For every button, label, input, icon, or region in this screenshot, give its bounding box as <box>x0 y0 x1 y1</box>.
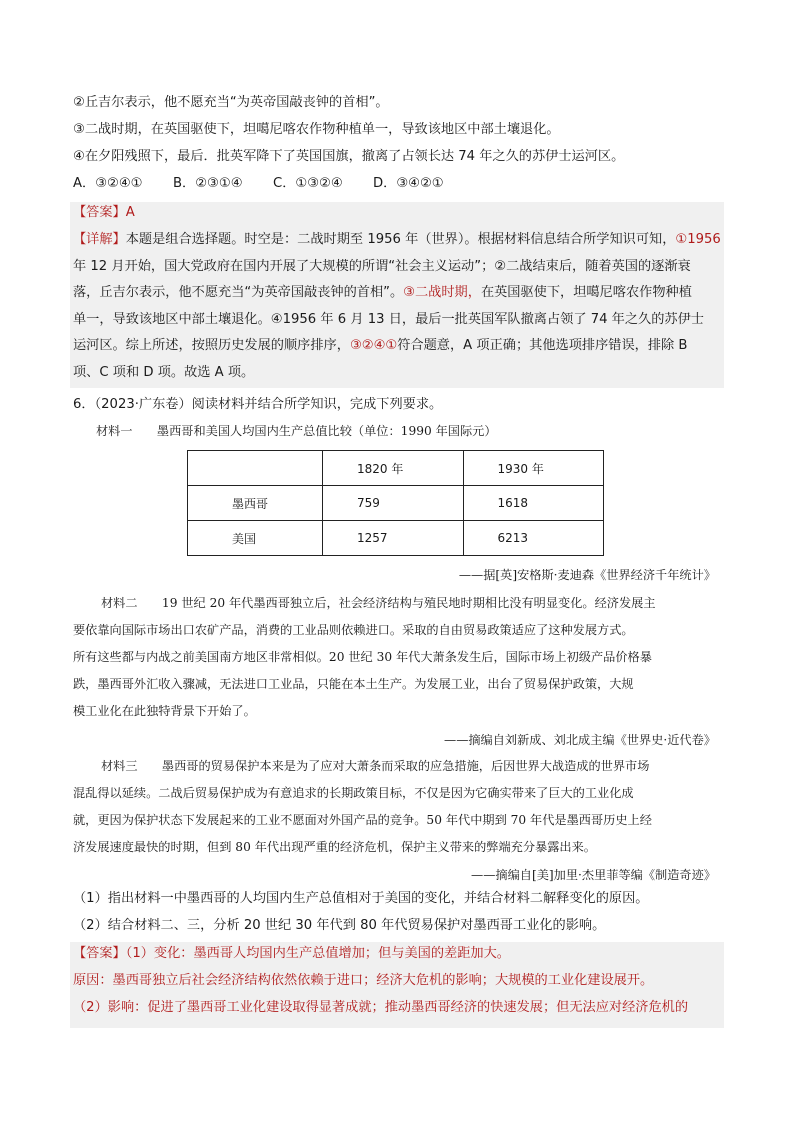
q6-question-2: （2）结合材料二、三，分析 20 世纪 30 年代到 80 年代贸易保护对墨西哥工业化的影响。 <box>73 918 606 933</box>
q5-item-3: ③二战时期，在英国驱使下，坦噶尼喀农作物种植单一，导致该地区中部土壤退化。 <box>73 122 560 137</box>
material-3-line: 济发展速度最快的时期，但到 80 年代出现严重的经济危机，保护主义带来的弊端充分暴露出来。 <box>73 840 596 854</box>
q5-detail-line <box>73 338 687 354</box>
q5-options <box>73 176 473 192</box>
table-header-1820: 1820 年 <box>323 451 464 486</box>
detail-text: 本题是组合选择题。时空是：二战时期至 1956 年（世界）。根据材料信息结合所学知识可知， <box>125 232 676 247</box>
table-row-name: 美国 <box>188 521 323 556</box>
detail-text: 落，丘吉尔表示，他不愿充当“为英帝国敲丧钟的首相”。 <box>73 285 404 300</box>
q6-answer-line-3: （2）影响：促进了墨西哥工业化建设取得显著成就；推动墨西哥经济的快速发展；但无法应对经济危机的 <box>73 1000 689 1015</box>
detail-text: 项、C 项和 D 项。故选 A 项。 <box>73 364 255 380</box>
table-cell: 1257 <box>323 521 464 556</box>
q5-detail-line <box>73 259 691 275</box>
q5-answer <box>73 205 135 221</box>
material-3-line: 材料三 墨西哥的贸易保护本来是为了应对大萧条而采取的应急措施，后因世界大战造成的世界市场 <box>101 759 650 773</box>
material-3-source: ——摘编自[美]加里·杰里菲等编《制造奇迹》 <box>471 868 716 882</box>
material-3-line: 混乱得以延续。二战后贸易保护成为有意追求的长期政策目标，不仅是因为它确实带来了巨大的工业化成 <box>73 786 634 800</box>
table-header-row <box>188 451 604 486</box>
detail-text: 在英国驱使下，坦噶尼喀农作物种植 <box>480 285 692 300</box>
material-2-line: 模工业化在此独特背景下开始了。 <box>73 704 256 718</box>
material-2-source: ——摘编自刘新成、刘北成主编《世界史·近代卷》 <box>444 733 716 747</box>
q5-item-4: ④在夕阳残照下，最后．批英军降下了英国国旗，撤离了占领长达 74 年之久的苏伊士运河区。 <box>73 149 625 164</box>
answer-tag: 【答案】 <box>73 205 126 220</box>
table-row-name: 墨西哥 <box>188 486 323 521</box>
highlight-text: ①1956 <box>675 232 721 247</box>
table-row <box>188 521 604 556</box>
material-2-line: 跌，墨西哥外汇收入骤减，无法进口工业品，只能在本土生产。为发展工业，出台了贸易保护政策，大规 <box>73 677 634 691</box>
detail-text: 单一，导致该地区中部土壤退化。④1956 年 6 月 13 日，最后一批英国军队撤离占领了 74 年之久的苏伊士 <box>73 311 704 327</box>
material-3-line: 就，更因为保护状态下发展起来的工业不愿面对外国产品的竞争。50 年代中期到 70 年代是墨西哥历史上经 <box>73 813 652 827</box>
answer-text: （1）变化：墨西哥人均国内生产总值增加；但与美国的差距加大。 <box>125 946 510 961</box>
q6-stem: 6．（2023·广东卷）阅读材料并结合所学知识，完成下列要求。 <box>73 397 443 412</box>
gdp-table <box>187 450 604 556</box>
table-cell: 759 <box>323 486 464 521</box>
q5-detail-line <box>73 285 692 301</box>
q5-detail-line <box>73 365 254 381</box>
answer-value: A <box>125 205 135 220</box>
detail-text: 符合题意，A 项正确；其他选项排序错误，排除 B <box>397 338 688 353</box>
material-1-title: 材料一 墨西哥和美国人均国内生产总值比较（单位：1990 年国际元） <box>96 424 497 438</box>
q5-detail-line <box>73 312 704 328</box>
option-d: D．③④②① <box>373 176 444 191</box>
table-header-blank <box>188 451 323 486</box>
material-2-line: 要依靠向国际市场出口农矿产品，消费的工业品则依赖进口。采取的自由贸易政策适应了这种发展方式。 <box>73 623 634 637</box>
table-cell: 6213 <box>463 521 604 556</box>
material-2-line: 所有这些都与内战之前美国南方地区非常相似。20 世纪 30 年代大萧条发生后，国际市场上初级产品价格暴 <box>73 650 652 664</box>
option-a: A．③②④① <box>73 176 143 191</box>
material-1-source: ——据[英]安格斯·麦迪森《世界经济千年统计》 <box>458 568 716 582</box>
option-b: B．②③①④ <box>173 176 243 191</box>
option-c: C．①③②④ <box>273 176 343 191</box>
q6-answer-line-2: 原因：墨西哥独立后社会经济结构依然依赖于进口；经济大危机的影响；大规模的工业化建设展开。 <box>73 973 654 988</box>
q6-question-1: （1）指出材料一中墨西哥的人均国内生产总值相对于美国的变化，并结合材料二解释变化的原因。 <box>73 891 649 906</box>
answer-tag: 【答案】 <box>73 946 126 961</box>
detail-text: 运河区。综上所述，按照历史发展的顺序排序， <box>73 338 350 353</box>
table-header-1930: 1930 年 <box>463 451 604 486</box>
detail-text: 年 12 月开始，国大党政府在国内开展了大规模的所谓“社会主义运动”；②二战结束后，随着英国的逐渐衰 <box>73 258 691 274</box>
table-row <box>188 486 604 521</box>
material-2-line: 材料二 19 世纪 20 年代墨西哥独立后，社会经济结构与殖民地时期相比没有明显变化。经济发展主 <box>101 596 656 610</box>
detail-tag: 【详解】 <box>73 232 126 247</box>
q5-detail-line <box>73 232 721 248</box>
table-cell: 1618 <box>463 486 604 521</box>
q6-answer-line-1 <box>73 946 510 962</box>
highlight-text: ③二战时期， <box>403 285 481 300</box>
q5-item-2: ②丘吉尔表示，他不愿充当“为英帝国敲丧钟的首相”。 <box>73 95 389 110</box>
highlight-text: ③②④① <box>349 338 398 353</box>
